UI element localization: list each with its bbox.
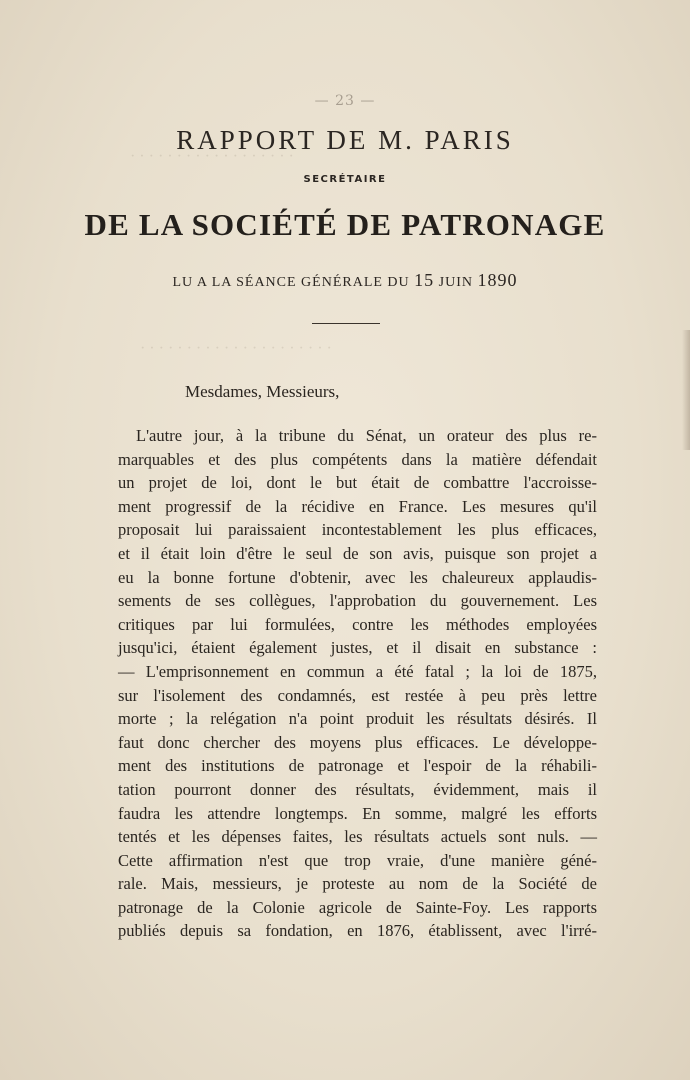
- body-line: faudra les attendre longtemps. En somme, malgré les efforts: [118, 803, 597, 823]
- society-title: DE LA SOCIÉTÉ DE PATRONAGE: [84, 207, 606, 242]
- body-line: tation pourront donner des résultats, évidemment, mais il: [118, 779, 597, 799]
- body-line: sur l'isolement des condamnés, est restée à peu près lettre: [118, 685, 597, 705]
- body-paragraph: [118, 424, 597, 943]
- body-line: marquables et des plus compétents dans la matière défendait: [118, 449, 597, 469]
- report-role: SECRÉTAIRE: [303, 174, 387, 185]
- body-line: Cette affirmation n'est que trop vraie, d'une manière géné-: [118, 850, 597, 870]
- session-year: 1890: [477, 270, 518, 290]
- body-line: proposait lui paraissaient incontestablement les plus efficaces,: [118, 520, 597, 540]
- page-number: — 23 —: [314, 93, 376, 109]
- body-line: jusqu'ici, étaient également justes, et il disait en substance :: [118, 638, 597, 658]
- session-day: 15: [414, 270, 435, 290]
- body-line: patronage de la Colonie agricole de Sainte-Foy. Les rapports: [118, 897, 597, 917]
- body-line: L'autre jour, à la tribune du Sénat, un orateur des plus re-: [136, 426, 597, 445]
- body-line: tentés et les dépenses faites, les résultats actuels sont nuls. —: [118, 827, 597, 847]
- body-line: ment des institutions de patronage et l'espoir de la réhabili-: [118, 756, 597, 776]
- session-prefix: LU A LA SÉANCE GÉNÉRALE DU: [172, 275, 410, 290]
- body-line: morte ; la relégation n'a point produit les résultats désirés. Il: [118, 709, 597, 729]
- body-line: et il était loin d'être le seul de son avis, puisque son projet a: [118, 543, 597, 563]
- body-line: un projet de loi, dont le but était de combattre l'accroisse-: [118, 473, 597, 493]
- body-line: rale. Mais, messieurs, je proteste au nom de la Société de: [118, 874, 597, 894]
- bleed-through-texture: · · · · · · · · · · · · · · · · · · · · ·: [140, 340, 332, 357]
- body-line: critiques par lui formulées, contre les méthodes employées: [118, 614, 597, 634]
- salutation: Mesdames, Messieurs,: [185, 382, 340, 401]
- body-line: — L'emprisonnement en commun a été fatal ; la loi de 1875,: [118, 661, 597, 681]
- page-edge-shadow: [682, 330, 690, 450]
- body-line: sements de ses collègues, l'approbation du gouvernement. Les: [118, 591, 597, 611]
- session-date-line: [0, 270, 690, 291]
- body-line: eu la bonne fortune d'obtenir, avec les chaleureux applaudis-: [118, 567, 597, 587]
- report-title: RAPPORT DE M. PARIS: [176, 125, 514, 155]
- session-month: JUIN: [438, 275, 473, 290]
- body-line: faut donc chercher des moyens plus efficaces. Le développe-: [118, 732, 597, 752]
- body-line: ment progressif de la récidive en France. Les mesures qu'il: [118, 496, 597, 516]
- bleed-through-texture: · · · · · · · · · · · · · · · · · ·: [130, 148, 294, 165]
- body-line: publiés depuis sa fondation, en 1876, établissent, avec l'irré-: [118, 921, 597, 941]
- separator-rule: [312, 323, 380, 324]
